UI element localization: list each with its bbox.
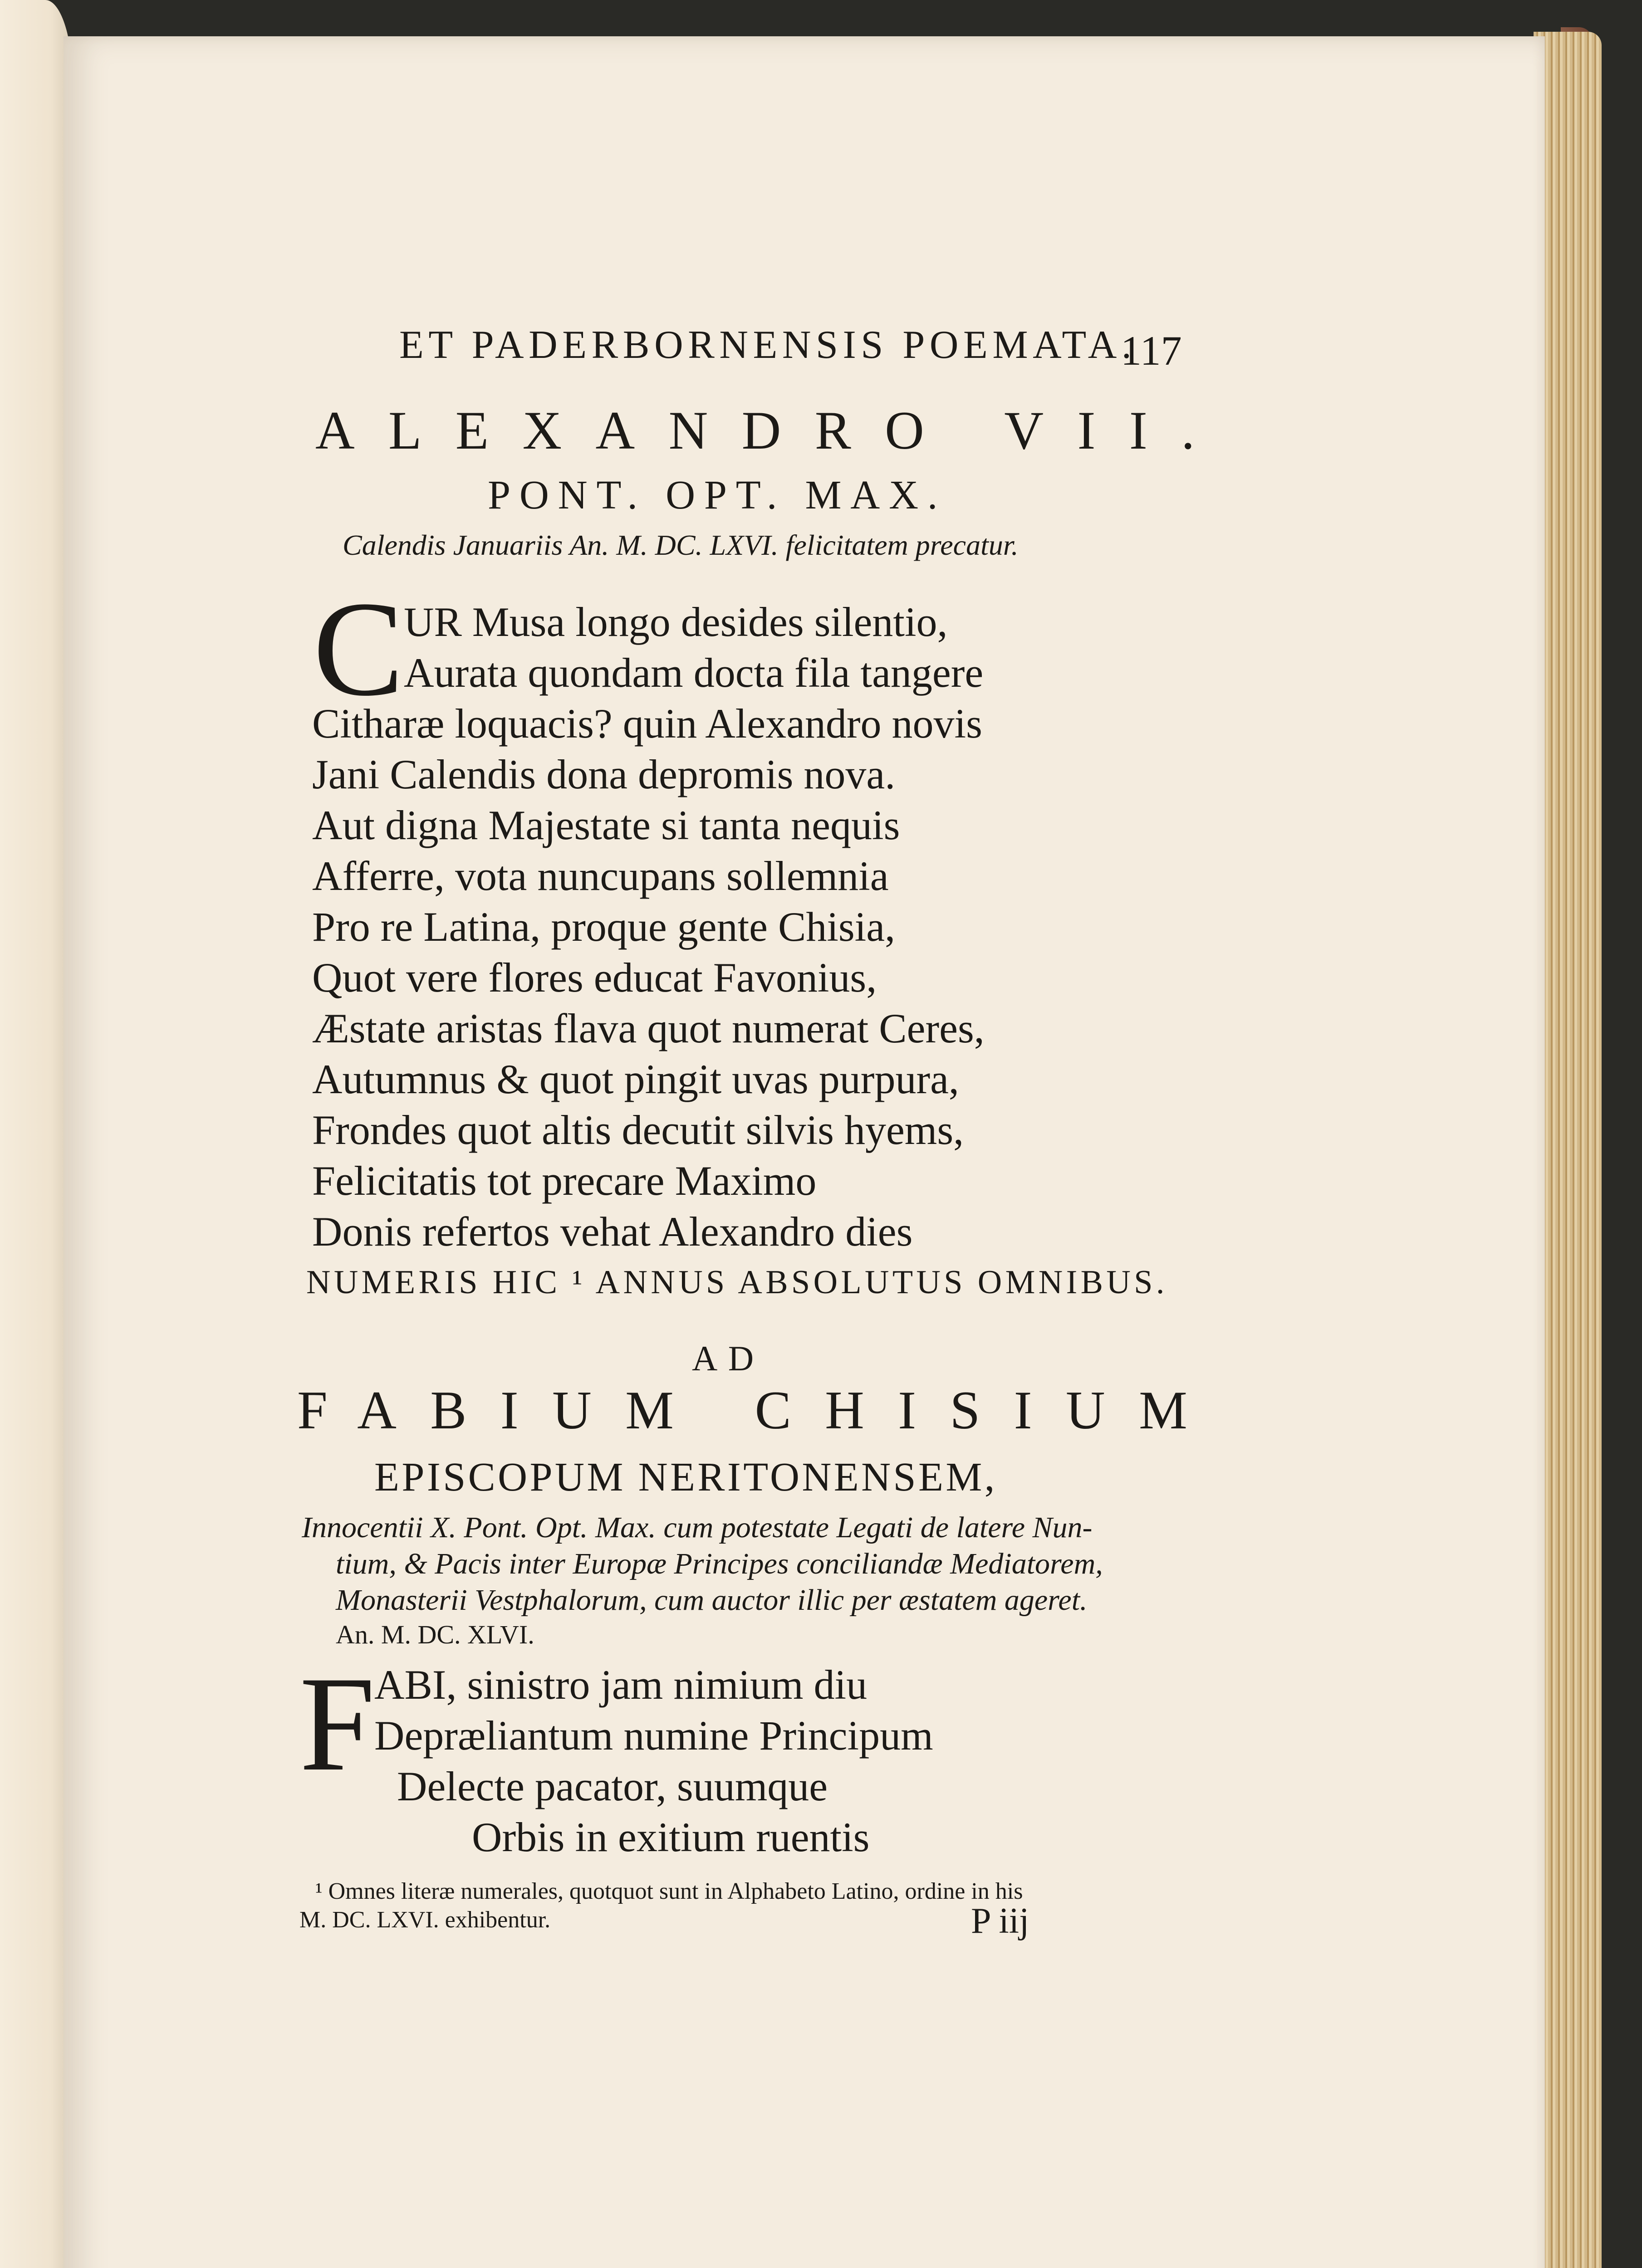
- poem2-dedication-line: Innocentii X. Pont. Opt. Max. cum potestate Legati de latere Nun-: [302, 1511, 1093, 1544]
- poem1-occasion: Calendis Januariis An. M. DC. LXVI. felicitatem precatur.: [343, 529, 1019, 561]
- poem2-line: Orbis in exitium ruentis: [472, 1814, 870, 1860]
- poem2-line: Delecte pacator, suumque: [397, 1763, 828, 1809]
- signature-mark: P iij: [971, 1901, 1029, 1941]
- poem1-line: Æstate aristas flava quot numerat Ceres,: [312, 1005, 985, 1051]
- poem1-line: Pro re Latina, proque gente Chisia,: [312, 904, 896, 950]
- poem2-dedication-line: Monasterii Vestphalorum, cum auctor illic per æstatem ageret.: [336, 1584, 1088, 1617]
- footnote-line: M. DC. LXVI. exhibentur.: [299, 1907, 551, 1933]
- poem1-line: UR Musa longo desides silentio,: [404, 599, 948, 645]
- poem1-subtitle: PONT. OPT. MAX.: [488, 473, 947, 518]
- poem1-line: Aut digna Majestate si tanta nequis: [312, 802, 900, 848]
- facing-page-edge: [0, 0, 73, 2268]
- poem2-ad: AD: [692, 1339, 765, 1378]
- book-page: [64, 36, 1545, 2268]
- poem2-subtitle: EPISCOPUM NERITONENSEM,: [374, 1455, 997, 1500]
- poem1-title: ALEXANDRO VII.: [315, 400, 1229, 460]
- poem1-line: Felicitatis tot precare Maximo: [312, 1158, 817, 1204]
- poem2-dropcap: F: [299, 1648, 375, 1799]
- poem1-dropcap: C: [313, 573, 404, 724]
- poem1-line: Jani Calendis dona depromis nova.: [312, 751, 896, 797]
- footnote-line: ¹ Omnes literæ numerales, quotquot sunt in Alphabeto Latino, ordine in his: [315, 1878, 1023, 1904]
- poem2-line: Depræliantum numine Principum: [374, 1712, 933, 1759]
- poem1-line: Autumnus & quot pingit uvas purpura,: [312, 1056, 959, 1102]
- poem1-line: NUMERIS HIC ¹ ANNUS ABSOLUTUS OMNIBUS.: [306, 1264, 1168, 1301]
- poem1-line: Quot vere flores educat Favonius,: [312, 954, 877, 1001]
- poem1-line: Citharæ loquacis? quin Alexandro novis: [312, 700, 982, 747]
- page-number: 117: [1121, 327, 1182, 374]
- poem2-title: FABIUM CHISIUM: [297, 1380, 1221, 1440]
- poem1-line: Frondes quot altis decutit silvis hyems,: [312, 1107, 964, 1153]
- poem1-line: Afferre, vota nuncupans sollemnia: [312, 853, 889, 899]
- running-head: ET PADERBORNENSIS POEMATA.: [399, 323, 1137, 367]
- poem2-dedication-line: tium, & Pacis inter Europæ Principes conciliandæ Mediatorem,: [336, 1547, 1103, 1580]
- poem1-line: Aurata quondam docta fila tangere: [404, 650, 984, 696]
- poem2-line: ABI, sinistro jam nimium diu: [374, 1662, 868, 1708]
- poem2-dedication-line: An. M. DC. XLVI.: [336, 1620, 534, 1649]
- poem1-line: Donis refertos vehat Alexandro dies: [312, 1208, 913, 1255]
